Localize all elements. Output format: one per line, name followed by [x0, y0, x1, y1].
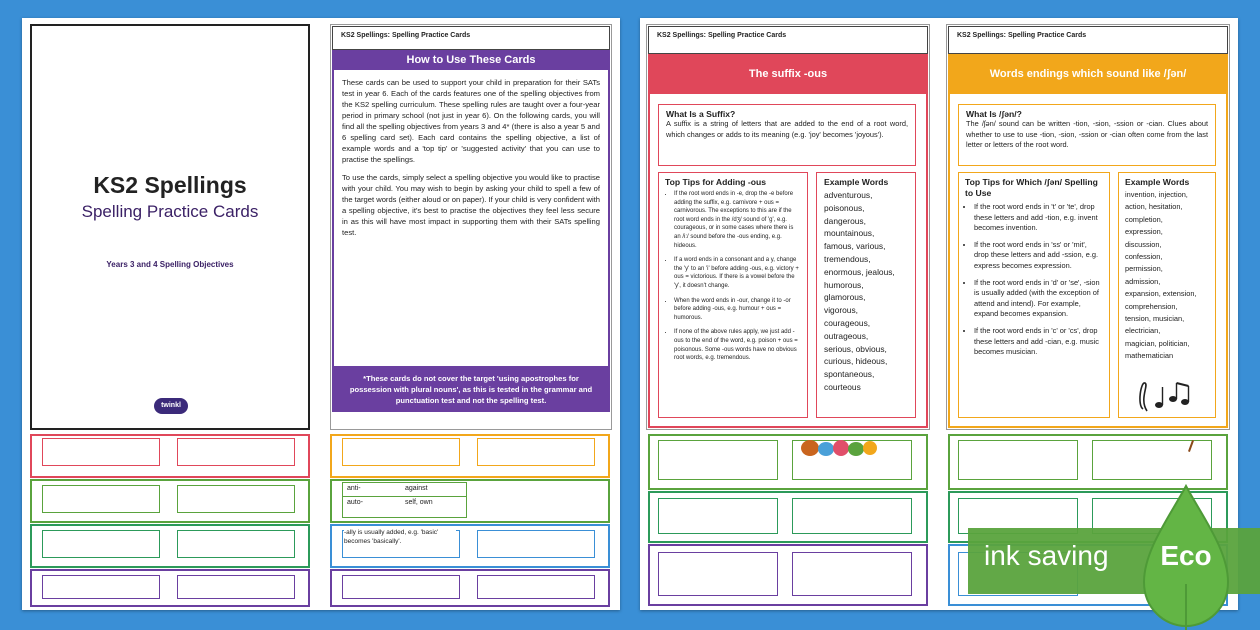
example-word: glamorous, [824, 292, 866, 303]
left-card-stack [22, 430, 620, 610]
music-notes-icon [1135, 375, 1195, 415]
meaning-against: against [405, 485, 428, 492]
example-word: serious, obvious, [824, 343, 887, 354]
example-word: completion, [1125, 214, 1163, 224]
shun-tip: • If the root word ends in 'd' or 'se', -sion is usually added (with the exception of attend and intend). For example, expand becomes expansion. [974, 278, 1103, 320]
shun-what-title: What Is /ʃən/? [966, 109, 1022, 119]
shun-header: KS2 Spellings: Spelling Practice Cards [948, 26, 1228, 54]
shun-examples-title: Example Words [1125, 177, 1190, 187]
prefix-anti: anti- [347, 485, 361, 492]
example-word: spontaneous, [824, 369, 875, 380]
meaning-self-own: self, own [405, 499, 433, 506]
example-word: tremendous, [824, 253, 871, 264]
shun-tip: • If the root word ends in 'ss' or 'mit', drop these letters and add -ssion, e.g. express becomes expression. [974, 240, 1103, 272]
example-word: admission, [1125, 276, 1161, 286]
example-word: comprehension, [1125, 301, 1178, 311]
example-word: tension, musician, [1125, 314, 1185, 324]
example-word: expression, [1125, 227, 1163, 237]
suffix-tip: • If the root word ends in -e, drop the -e before adding the suffix, e.g. carnivore + ous = carnivorous. The exceptions to this are if the root word ends in the /dʒ/ sound of 'g', e.g. courageous, or in some cases where there is an /i:/ sound before the -ous ending, e.g. hideous. [674, 190, 801, 250]
example-word: mathematician [1125, 351, 1174, 361]
suffix-heading: The suffix -ous [648, 54, 928, 94]
shun-what-text: The /ʃən/ sound can be written -tion, -sion, -ssion or -cian. Clues about whether to use to use -tion, -sion, -ssion or -cian often come from the last letter or letters of the root word. [966, 119, 1208, 149]
example-word: curious, hideous, [824, 356, 888, 367]
suffix-tip: • If a word ends in a consonant and a y, change the 'y' to an 'i' before adding -ous, e.g. victory + ous = victorious. If there is a vowel before the 'y', it doesn't change. [674, 256, 801, 290]
shun-heading: Words endings which sound like /ʃən/ [948, 54, 1228, 94]
shun-tip: • If the root word ends in 't' or 'te', drop these letters and add -tion, e.g. invent becomes invention. [974, 202, 1103, 234]
example-word: outrageous, [824, 330, 869, 341]
example-word: confession, [1125, 252, 1163, 262]
cover-objective: Years 3 and 4 Spelling Objectives [106, 260, 234, 269]
how-to-para-1: These cards can be used to support your child in preparation for their SATs test in year 6. Each of the cards features one of the spelling objectives from the KS2 spelling curriculum. These spelling rules are taught over a four-year period in primary school (not just in year 6). On the following cards, you will find all the spelling objectives from years 3 and 4* (there is also a year 5 and 6 spelling card set). Each card contains the spelling objective, a list of example words and a 'top tip' or 'suggested activity' that you can use to practise the spellings. [342, 78, 600, 164]
suffix-what-text: A suffix is a string of letters that are added to the end of a root word, which changes or adds to its meaning (e.g. 'joy' becomes 'joyous'). [666, 119, 908, 139]
shun-tip: • If the root word ends in 'c' or 'cs', drop these letters and add -cian, e.g. music becomes musician. [974, 326, 1103, 358]
suffix-tips-list [665, 190, 801, 363]
example-word: electrician, [1125, 326, 1161, 336]
example-word: expansion, extension, [1125, 289, 1197, 299]
how-to-header: KS2 Spellings: Spelling Practice Cards [332, 26, 610, 50]
ally-note: -ally is usually added, e.g. 'basic' becomes 'basically'. [344, 528, 456, 546]
shun-examples-box [1118, 172, 1216, 418]
ink-saving-label: ink saving [984, 540, 1109, 571]
cover-card [30, 24, 310, 430]
eco-label: Eco [1160, 540, 1212, 571]
example-word: courageous, [824, 317, 871, 328]
pebbles-illustration [800, 436, 880, 458]
twinkl-logo: twinkl [154, 398, 188, 414]
shun-tips-list [965, 202, 1103, 358]
suffix-tip: • When the word ends in -our, change it to -or before adding -ous, e.g. humour + ous = humorous. [674, 297, 801, 323]
suffix-tips-box [658, 172, 808, 418]
example-word: magician, politician, [1125, 338, 1190, 348]
shun-what-box [958, 104, 1216, 166]
suffix-what-title: What Is a Suffix? [666, 109, 736, 119]
cover-subtitle: Spelling Practice Cards [81, 202, 259, 221]
example-word: humorous, [824, 279, 864, 290]
example-word: courteous [824, 381, 861, 392]
example-word: enormous, jealous, [824, 266, 895, 277]
suffix-what-box [658, 104, 916, 166]
example-word: dangerous, [824, 215, 866, 226]
shun-tips-title: Top Tips for Which /ʃən/ Spelling to Use [965, 177, 1098, 198]
suffix-examples-title: Example Words [824, 177, 889, 187]
example-word: mountainous, [824, 228, 875, 239]
suffix-header: KS2 Spellings: Spelling Practice Cards [648, 26, 928, 54]
prefix-table [342, 482, 467, 518]
example-word: famous, various, [824, 241, 886, 252]
example-word: vigorous, [824, 305, 858, 316]
example-word: poisonous, [824, 202, 865, 213]
example-word: action, hesitation, [1125, 202, 1183, 212]
how-to-body [332, 70, 610, 366]
example-word: permission, [1125, 264, 1163, 274]
how-to-footnote: *These cards do not cover the target 'using apostrophes for possession with plural nouns', as this is tested in the grammar and punctuation test and not the spelling test. [332, 366, 610, 412]
cover-title: KS2 Spellings [93, 172, 247, 198]
shun-examples-list [1125, 189, 1209, 363]
shun-tips-box [958, 172, 1110, 418]
example-word: adventurous, [824, 190, 873, 200]
suffix-tip: • If none of the above rules apply, we just add -ous to the end of the word, e.g. poison + ous = poisonous. Some -ous words have no obvious root words, e.g. tremendous. [674, 328, 801, 362]
example-word: invention, injection, [1125, 190, 1188, 199]
suffix-tips-title: Top Tips for Adding -ous [665, 177, 767, 187]
how-to-heading: How to Use These Cards [332, 50, 610, 70]
suffix-examples-box [816, 172, 916, 418]
prefix-auto: auto- [347, 499, 363, 506]
suffix-examples-list [824, 189, 908, 394]
example-word: discussion, [1125, 239, 1162, 249]
how-to-para-2: To use the cards, simply select a spelling objective you would like to practise with your child. You may wish to begin by asking your child to spell a few of the target words (either aloud or on paper). If your child is very confident with a spelling objective, it's best to practise the objectives they feel less secure in as this will have most impact in supporting them with their SATs spelling test. [342, 173, 600, 237]
